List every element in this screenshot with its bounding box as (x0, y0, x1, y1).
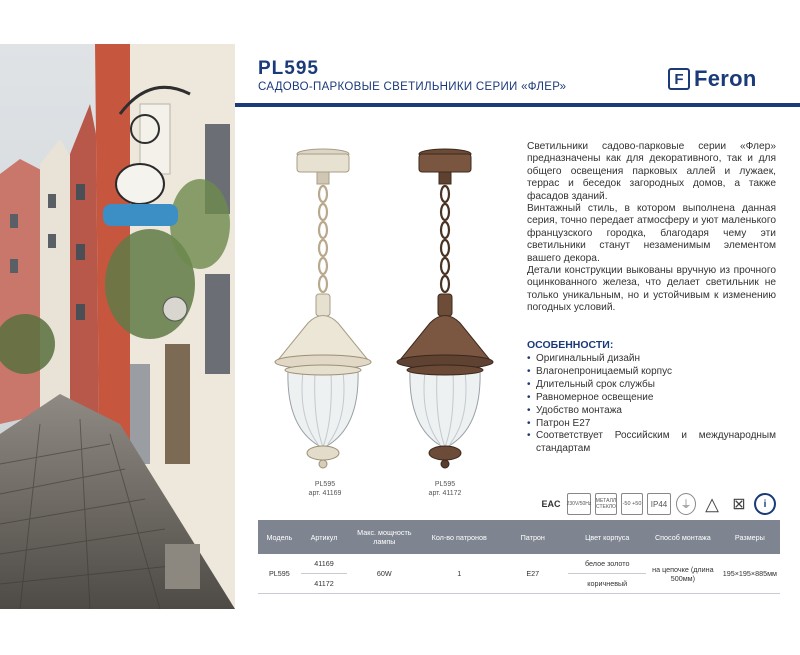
description-paragraph: Винтажный стиль, в котором выполнена данная серия, точно передает атмосферу и уют маленького французского городка, благодаря чему эти светильники станут незаменимым элементом вашего декора. (527, 203, 776, 264)
column-header: Размеры (720, 520, 780, 554)
feron-logo-mark-icon: F (668, 68, 690, 90)
metal-glass-icon: МЕТАЛЛ СТЕКЛО (595, 493, 617, 515)
bullet-icon: • (527, 353, 531, 364)
street-photo (0, 44, 235, 609)
cell-color: коричневый (568, 574, 646, 594)
cell-power: 60W (347, 554, 421, 594)
description-paragraph: Детали конструкции выкованы вручную из прочного оцинкованного железа, что делает светильник не только уникальным, но и устойчивым к изменению погодных условий. (527, 265, 776, 314)
features-list (527, 353, 776, 456)
feature-item: • Равномерное освещение (527, 391, 654, 403)
bullet-icon: • (527, 378, 531, 390)
cell-color: белое золото (568, 554, 646, 574)
lamp-image-white-gold (268, 148, 378, 483)
street-scene-illustration (0, 44, 235, 609)
feron-logo (668, 66, 757, 92)
feature-item: • Оригинальный дизайн (527, 353, 641, 364)
lamp-caption-article: арт. 41169 (308, 490, 342, 497)
feature-item: • Удобство монтажа (527, 404, 622, 416)
lamp-image-brown (390, 148, 500, 483)
column-header: Модель (258, 520, 301, 554)
model-title: PL595 (258, 58, 319, 79)
feature-item: • Патрон Е27 (527, 417, 591, 429)
grounding-icon: ⏚ (676, 493, 696, 515)
bullet-icon: • (527, 430, 531, 442)
no-trash-icon: ⊠ (732, 496, 746, 513)
cell-mounting: на цепочке (длина 500мм) (646, 554, 720, 594)
table-row (258, 554, 780, 574)
features-title: ОСОБЕННОСТИ: (527, 339, 614, 351)
bullet-icon: • (527, 391, 531, 403)
column-header: Кол-во патронов (421, 520, 497, 554)
feron-logo-text: Feron (694, 66, 757, 91)
column-header: Способ монтажа (646, 520, 720, 554)
temperature-range-icon: -50 +50 (621, 493, 643, 515)
voltage-icon: 230V/50Hz (567, 493, 591, 515)
description-paragraph: Светильники садово-парковые серии «Флер» предназначены как для декоративного, так и для общего освещения парковых аллей и лужаек, террас и беседок загородных домов, а также фасадов зданий. (527, 141, 776, 202)
column-header: Артикул (301, 520, 347, 554)
series-subtitle: САДОВО-ПАРКОВЫЕ СВЕТИЛЬНИКИ СЕРИИ «ФЛЕР» (258, 81, 567, 93)
cell-article: 41172 (301, 574, 347, 594)
column-header: Макс. мощность лампы (347, 520, 421, 554)
spec-table (258, 520, 780, 594)
cell-socket-type: E27 (497, 554, 568, 594)
cell-article: 41169 (301, 554, 347, 574)
lamp-caption-article: арт. 41172 (428, 490, 462, 497)
feature-item: • Длительный срок службы (527, 378, 655, 390)
cell-dimensions: 195×195×885мм (720, 554, 780, 594)
cell-sockets: 1 (421, 554, 497, 594)
hazard-triangle-icon: △ (705, 493, 719, 514)
column-header: Цвет корпуса (568, 520, 646, 554)
lamp-caption-41172 (410, 480, 480, 498)
column-header: Патрон (497, 520, 568, 554)
eac-icon: EAC (541, 499, 561, 509)
spec-table-header-row (258, 520, 780, 554)
info-icon: i (754, 493, 776, 515)
header-divider (235, 103, 800, 107)
lamp-caption-41169 (290, 480, 360, 498)
feature-item: • Влагонепроницаемый корпус (527, 365, 672, 377)
ip44-icon: IP44 (647, 493, 671, 515)
lamp-caption-model: PL595 (434, 481, 456, 488)
bullet-icon: • (527, 404, 531, 416)
bullet-icon: • (527, 417, 531, 429)
cell-model: PL595 (258, 554, 301, 594)
feature-item: • Соответствует Российским и международным стандартам (527, 430, 776, 455)
product-description (527, 141, 776, 315)
lamp-caption-model: PL595 (314, 481, 336, 488)
bullet-icon: • (527, 365, 531, 377)
